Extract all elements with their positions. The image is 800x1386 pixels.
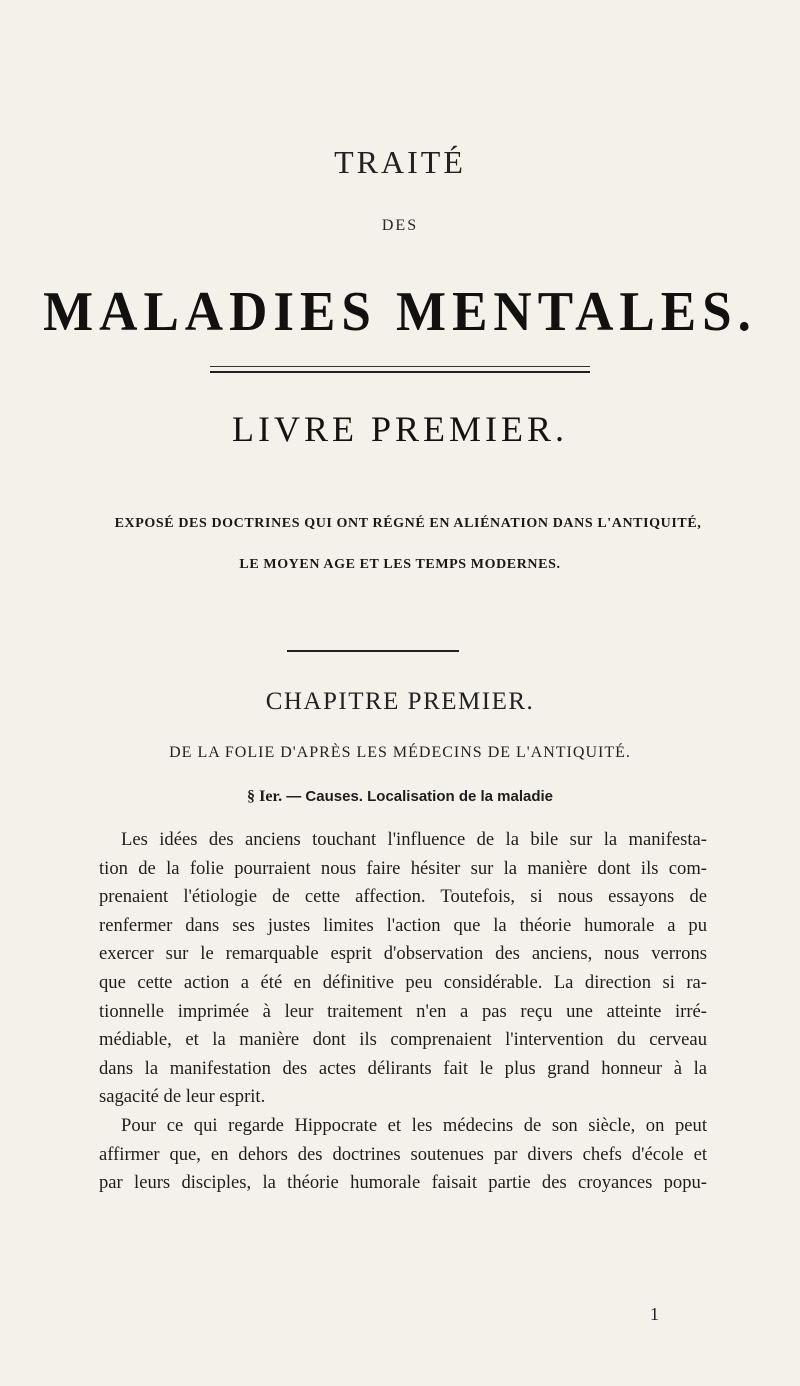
chapter-divider [287,650,459,652]
text-line: tionnelle imprimée à leur traitement n'en a pas reçu une atteinte irré- [99,1000,707,1022]
chapter-title: CHAPITRE PREMIER. [265,688,535,715]
main-title: MALADIES MENTALES. [43,281,757,343]
text-line: que cette action a été en définitive peu considérable. La direction si ra- [99,971,707,993]
section-symbol: § [246,788,255,805]
book-title: LIVRE PREMIER. [231,409,568,449]
body-text [99,826,707,1198]
title-connector: DES [381,217,419,234]
text-line: sagacité de leur esprit. [99,1086,266,1108]
book-subtitle-line2: LE MOYEN AGE ET LES TEMPS MODERNES. [239,557,561,572]
text-line: exercer sur le remarquable esprit d'observation des anciens, nous verrons [99,943,707,965]
title-divider [210,366,590,373]
text-line: dans la manifestation des actes délirants fait le plus grand honneur à la [99,1057,707,1079]
section-heading [0,788,800,806]
page-number: 1 [650,1304,659,1324]
text-line: tion de la folie pourraient nous faire hésiter sur la manière dont ils com- [99,857,707,879]
text-line: prenaient l'étiologie de cette affection. Toutefois, si nous essayons de [99,886,707,908]
chapter-subtitle: DE LA FOLIE D'APRÈS LES MÉDECINS DE L'ANTIQUITÉ. [169,744,631,761]
book-subtitle-line1: EXPOSÉ DES DOCTRINES QUI ONT RÉGNÉ EN ALIÉNATION DANS L'ANTIQUITÉ, [114,516,702,531]
text-line: affirmer que, en dehors des doctrines soutenues par divers chefs d'école et [99,1143,707,1165]
text-line: médiable, et la manière dont ils comprenaient l'intervention du cerveau [99,1029,707,1051]
text-line: Les idées des anciens touchant l'influence de la bile sur la manifesta- [121,829,707,850]
section-number: Ier. [259,788,283,805]
text-line: par leurs disciples, la théorie humorale faisait partie des croyances popu- [99,1172,707,1194]
treatise-title: TRAITÉ [334,144,466,180]
text-line: Pour ce qui regarde Hippocrate et les médecins de son siècle, on peut [121,1114,707,1136]
text-line: renfermer dans ses justes limites l'action que la théorie humorale a pu [99,914,707,936]
section-title: — Causes. Localisation de la maladie [286,788,554,805]
